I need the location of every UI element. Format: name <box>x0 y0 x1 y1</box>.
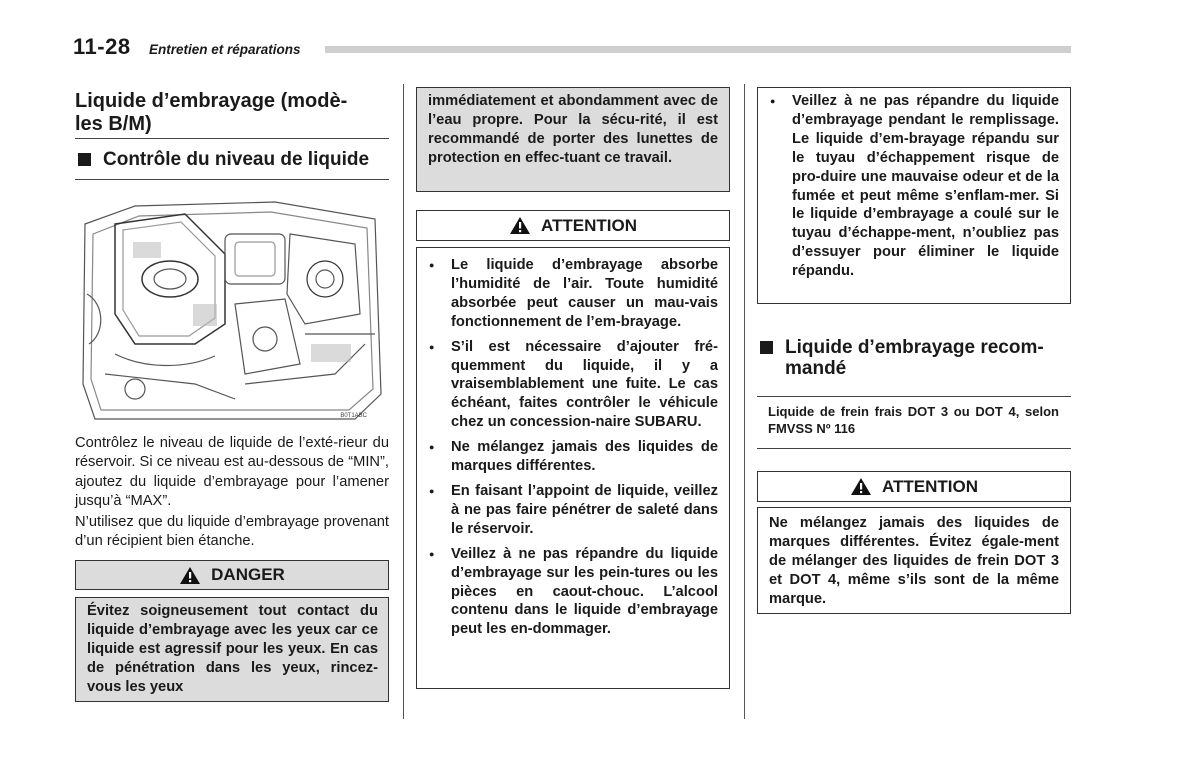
list-item: ● Veillez à ne pas répandre du liquide d’embrayage sur les pein-tures ou les pièces en caout-chouc. L’alcool contenu dans le liquide d’embrayage peut les en-dommager. <box>417 545 718 640</box>
column-right <box>757 82 1071 614</box>
page-heading-line2: les B/M) <box>75 113 152 135</box>
attention-box-continued <box>757 87 1071 304</box>
section-subheading <box>75 149 389 180</box>
page-number: 11-28 <box>73 34 131 59</box>
attention-banner <box>757 471 1071 502</box>
page-heading <box>75 90 389 139</box>
list-item: ● Veillez à ne pas répandre du liquide d’embrayage pendant le remplissage. Le liquide d’em-brayage répandu sur le tuyau d’échappement risque de pro-duire une mauvaise odeur et de la fumée et peut même s’enflam-mer. Si le liquide d’embrayage a coulé sur le tuyau d’échappe-ment, n’oubliez pas d’essuyer pour éliminer le liquide répandu. <box>758 92 1059 281</box>
danger-label: DANGER <box>211 565 285 585</box>
square-bullet-icon <box>760 341 773 354</box>
instruction-paragraph: Contrôlez le niveau de liquide de l’exté-rieur du réservoir. Si ce niveau est au-dessous de “MIN”, ajoutez du liquide d’embrayage pour l’amener jusqu’à “MAX”. <box>75 435 389 510</box>
figure-code: B0T1ABC <box>340 413 367 419</box>
column-divider <box>403 84 404 719</box>
column-middle <box>416 82 730 689</box>
attention-label: ATTENTION <box>540 215 637 235</box>
square-bullet-icon <box>78 153 91 166</box>
attention-list <box>417 256 718 639</box>
warning-triangle-icon <box>509 216 531 235</box>
danger-box <box>75 597 389 702</box>
list-item: ● En faisant l’appoint de liquide, veillez à ne pas faire pénétrer de saleté dans le réservoir. <box>417 482 718 539</box>
danger-text-continued: immédiatement et abondamment avec de l’eau propre. Pour la sécu-rité, il est recommandé de porter des lunettes de protection en effec-tuant ce travail. <box>428 93 718 166</box>
list-item: ● Ne mélangez jamais des liquides de marques différentes. <box>417 438 718 476</box>
page-heading-line1: Liquide d’embrayage (modè- <box>75 90 348 112</box>
danger-box-continued <box>416 87 730 192</box>
engine-bay-illustration <box>75 194 389 426</box>
column-divider <box>744 84 745 719</box>
spec-block <box>757 397 1071 449</box>
warning-triangle-icon <box>850 477 872 496</box>
subheading-text: Contrôle du niveau de liquide <box>103 149 370 170</box>
warning-triangle-icon <box>179 566 201 585</box>
subheading-line1: Liquide d’embrayage recom- <box>785 337 1044 358</box>
subheading-text <box>785 337 1044 379</box>
section-subheading <box>757 337 1071 397</box>
header-rule <box>325 46 1071 53</box>
attention-text: Ne mélangez jamais des liquides de marques différentes. Évitez égale-ment de mélanger des liquides de frein DOT 3 et DOT 4, même s’ils sont de la même marque. <box>769 515 1059 607</box>
list-item: ● Le liquide d’embrayage absorbe l’humidité de l’air. Toute humidité absorbée peut causer un mau-vais fonctionnement de l’em-brayage. <box>417 256 718 332</box>
subheading-line2: mandé <box>785 358 847 379</box>
column-left <box>75 82 389 702</box>
section-title: Entretien et réparations <box>149 42 301 57</box>
list-item: ● S’il est nécessaire d’ajouter fré-quemment du liquide, il y a vraisemblablement une fuite. Le cas échéant, faites contrôler le véhicule chez un concession-naire SUBARU. <box>417 338 718 433</box>
danger-text: Évitez soigneusement tout contact du liquide d’embrayage avec les yeux car ce liquide est agressif pour les yeux. En cas de pénétration dans les yeux, rincez-vous les yeux <box>87 603 378 696</box>
spec-text: Liquide de frein frais DOT 3 ou DOT 4, selon FMVSS Nº 116 <box>768 404 1059 436</box>
danger-banner <box>75 560 389 590</box>
attention-box <box>757 507 1071 614</box>
attention-box <box>416 247 730 689</box>
attention-label: ATTENTION <box>881 476 978 496</box>
attention-banner <box>416 210 730 241</box>
attention-list-continued <box>758 92 1059 281</box>
instruction-paragraph: N’utilisez que du liquide d’embrayage provenant d’un récipient bien étanche. <box>75 513 389 550</box>
